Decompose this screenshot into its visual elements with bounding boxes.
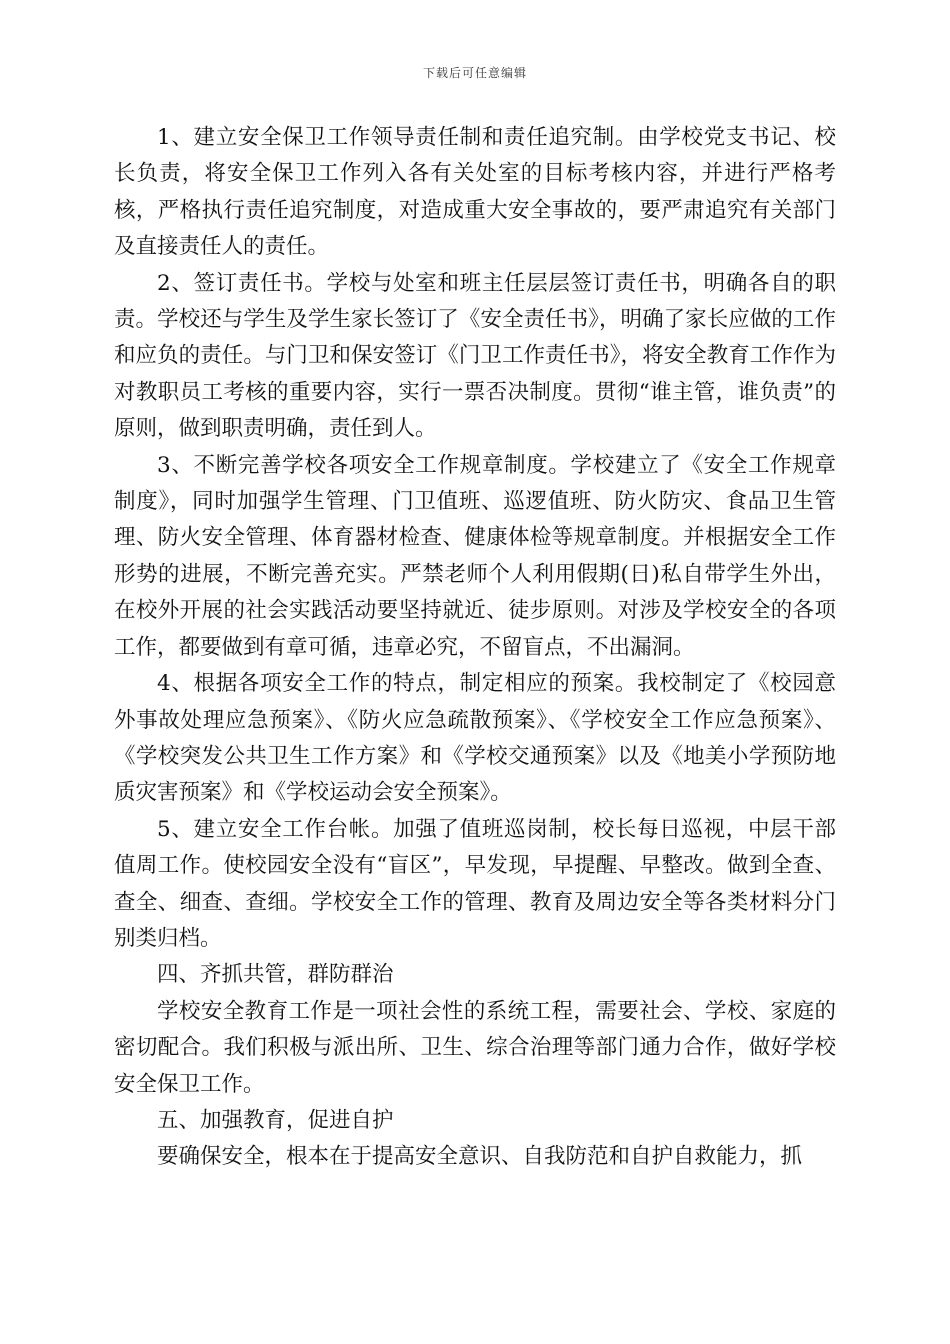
page-header: 下载后可任意编辑 [422,66,527,80]
document-body [114,120,836,1176]
paragraph-item-3: 3、不断完善学校各项安全工作规章制度。学校建立了《安全工作规章制度》，同时加强学生管理、门卫值班、巡逻值班、防火防灾、食品卫生管理、防火安全管理、体育器材检查、健康体检等规章制度。并根据安全工作形势的进展，不断完善充实。严禁老师个人利用假期(日)私自带学生外出，在校外开展的社会实践活动要坚持就近、徒步原则。对涉及学校安全的各项工作，都要做到有章可循，违章必究，不留盲点，不出漏洞。 [114,452,836,660]
paragraph-section-4: 学校安全教育工作是一项社会性的系统工程，需要社会、学校、家庭的密切配合。我们积极与派出所、卫生、综合治理等部门通力合作，做好学校安全保卫工作。 [114,998,836,1097]
paragraph-section-5: 要确保安全，根本在于提高安全意识、自我防范和自护自救能力，抓 [157,1144,803,1170]
paragraph-item-2: 2、签订责任书。学校与处室和班主任层层签订责任书，明确各自的职责。学校还与学生及学生家长签订了《安全责任书》，明确了家长应做的工作和应负的责任。与门卫和保安签订《门卫工作责任书》，将安全教育工作作为对教职员工考核的重要内容，实行一票否决制度。贯彻“谁主管，谁负责”的原则，做到职责明确，责任到人。 [114,270,836,442]
paragraph-item-1: 1、建立安全保卫工作领导责任制和责任追究制。由学校党支书记、校长负责，将安全保卫工作列入各有关处室的目标考核内容，并进行严格考核，严格执行责任追究制度，对造成重大安全事故的，要严肃追究有关部门及直接责任人的责任。 [114,125,836,260]
paragraph-item-5: 5、建立安全工作台帐。加强了值班巡岗制，校长每日巡视，中层干部值周工作。使校园安全没有“盲区”，早发现，早提醒、早整改。做到全查、查全、细查、查细。学校安全工作的管理、教育及周边安全等各类材料分门别类归档。 [114,816,836,951]
section-heading-5: 五、加强教育，促进自护 [157,1107,394,1133]
paragraph-item-4: 4、根据各项安全工作的特点，制定相应的预案。我校制定了《校园意外事故处理应急预案》、《防火应急疏散预案》、《学校安全工作应急预案》、《学校突发公共卫生工作方案》和《学校交通预案》以及《地美小学预防地质灾害预案》和《学校运动会安全预案》。 [114,671,836,806]
section-heading-4: 四、齐抓共管，群防群治 [157,962,394,988]
